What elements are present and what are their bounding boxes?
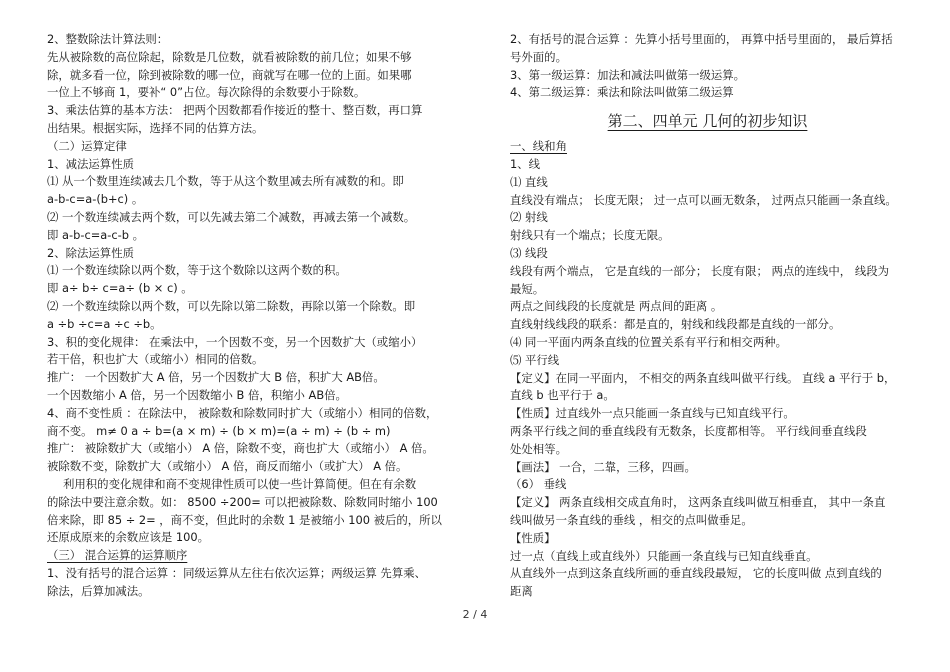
left-text-line: ⑵ 一个数连续减去两个数，可以先减去第二个减数，再减去第一个减数。 [47, 209, 416, 224]
left-text-line: ⑴ 从一个数里连续减去几个数，等于从这个数里减去所有减数的和。即 [47, 174, 404, 189]
left-text-line: 被除数不变，除数扩大（或缩小） A 倍，商反而缩小（或扩大） A 倍。 [47, 459, 408, 474]
left-text-line: 出结果。根据实际，选择不同的估算方法。 [47, 120, 264, 135]
left-text-line: 一个因数缩小 A 倍，另一个因数缩小 B 倍，积缩小 AB倍。 [47, 387, 347, 402]
right-column [510, 31, 905, 601]
right-text-line: 【性质】 [510, 530, 556, 545]
chapter-heading [510, 106, 905, 136]
left-text-line: 1、减法运算性质 [47, 156, 134, 171]
right-text-line: 直线没有端点； 长度无限； 过一点可以画无数条， 过两点只能画一条直线。 [510, 192, 897, 207]
right-text-line: 射线只有一个端点；长度无限。 [510, 228, 670, 243]
right-text-line: 直线射线线段的联系：都是直的，射线和线段都是直线的一部分。 [510, 317, 841, 332]
right-text-line: ⑵ 射线 [510, 210, 548, 225]
left-text-line: 2、整数除法计算法则： [47, 32, 169, 46]
right-text-line: 1、线 [510, 156, 541, 171]
right-top-text-line: 号外面的。 [510, 49, 567, 64]
section-title: 一、线和角 [510, 139, 567, 154]
right-body-block [510, 156, 905, 601]
right-text-line: 距离 [510, 584, 533, 599]
left-text-line: 即 a÷ b÷ c=a÷ (b × c) 。 [47, 281, 193, 296]
right-text-line: （6） 垂线 [510, 477, 567, 492]
left-text-line: 还原成原来的余数应该是 100。 [47, 530, 210, 545]
right-text-line: 两条平行线之间的垂直线段有无数条，长度都相等。 平行线间垂直线段 [510, 423, 867, 438]
left-text-line: 除，就多看一位，除到被除数的哪一位，商就写在哪一位的上面。如果哪 [47, 67, 412, 82]
left-text-line: 即 a-b-c=a-c-b 。 [47, 227, 144, 242]
left-column [47, 31, 459, 601]
left-text-line: 若干倍，积也扩大（或缩小）相同的倍数。 [47, 352, 264, 367]
left-text-line: 3、积的变化规律： 在乘法中，一个因数不变，另一个因数扩大（或缩小） [47, 334, 423, 349]
right-text-line: 过一点（直线上或直线外）只能画一条直线与已知直线垂直。 [510, 548, 818, 563]
left-text-line: 一位上不够商 1，要补“ 0”占位。每次除得的余数要小于除数。 [47, 85, 366, 100]
right-text-line: 线段有两个端点， 它是直线的一部分； 长度有限； 两点的连线中， 线段为 [510, 263, 889, 278]
right-text-line: 最短。 [510, 281, 545, 296]
left-text-line: （三） 混合运算的运算顺序 [47, 548, 188, 563]
left-text-line: 除法，后算加减法。 [47, 583, 150, 598]
right-text-line: 两点之间线段的长度就是 两点间的距离 。 [510, 299, 723, 314]
left-text-line: 3、乘法估算的基本方法： 把两个因数都看作接近的整十、整百数，再口算 [47, 103, 423, 118]
left-text-line: 先从被除数的高位除起，除数是几位数，就看被除数的前几位；如果不够 [47, 49, 412, 64]
right-text-line: ⑴ 直线 [510, 174, 548, 189]
chapter-heading-text: 第二、四单元 几何的初步知识 [607, 112, 808, 131]
right-text-line: ⑶ 线段 [510, 245, 548, 260]
left-text-line: ⑵ 一个数连续除以两个数，可以先除以第二除数，再除以第一个除数。即 [47, 298, 416, 313]
right-text-line: 线叫做另一条直线的垂线 ，相交的点叫做垂足。 [510, 512, 753, 527]
right-top-block [510, 31, 905, 102]
right-text-line: ⑷ 同一平面内两条直线的位置关系有平行和相交两种。 [510, 334, 787, 349]
right-text-line: ⑸ 平行线 [510, 352, 560, 367]
left-text-line: 4、商不变性质 ：在除法中， 被除数和除数同时扩大（或缩小）相同的倍数， [47, 405, 438, 420]
right-text-line: 【画法】 一合，二靠，三移，四画。 [510, 459, 696, 474]
left-text-line: 倍来除，即 85 ÷ 2= ，商不变，但此时的余数 1 是被缩小 100 被后的，所以 [47, 512, 442, 527]
left-text-line: （二）运算定律 [47, 138, 127, 153]
right-text-line: 从直线外一点到这条直线所画的垂直线段最短， 它的长度叫做 点到直线的 [510, 566, 882, 581]
left-text-line: a-b-c=a-(b+c) 。 [47, 192, 144, 207]
right-text-line: 处处相等。 [510, 441, 567, 456]
right-top-text-line: 3、第一级运算：加法和减法叫做第一级运算。 [510, 67, 746, 82]
left-text-line: 利用积的变化规律和商不变规律性质可以使一些计算简便。但在有余数 [63, 476, 417, 491]
right-top-text-line: 2、有括号的混合运算 ：先算小括号里面的， 再算中括号里面的， 最后算括 [510, 32, 893, 46]
left-text-line: 1、没有括号的混合运算 ：同级运算从左往右依次运算；两级运算 先算乘、 [47, 565, 426, 580]
page-indicator: 2 / 4 [462, 608, 488, 621]
right-text-line: 【定义】 两条直线相交成直角时， 这两条直线叫做互相垂直， 其中一条直 [510, 495, 886, 510]
left-text-line: ⑴ 一个数连续除以两个数，等于这个数除以这两个数的积。 [47, 263, 347, 278]
right-top-text-line: 4、第二级运算：乘法和除法叫做第二级运算 [510, 85, 734, 100]
left-text-line: a ÷b ÷c=a ÷c ÷b。 [47, 316, 162, 331]
right-text-line: 直线 b 也平行于 a。 [510, 388, 615, 403]
left-text-line: 商不变。 m≠ 0 a ÷ b=(a × m) ÷ (b × m)=(a ÷ m) ÷ (b ÷ m) [47, 423, 391, 438]
left-text-line: 推广： 一个因数扩大 A 倍，另一个因数扩大 B 倍，积扩大 AB倍。 [47, 370, 385, 385]
left-text-line: 的除法中要注意余数。如： 8500 ÷200= 可以把被除数、除数同时缩小 100 [47, 494, 438, 509]
right-text-line: 【定义】在同一平面内， 不相交的两条直线叫做平行线。 直线 a 平行于 b， [510, 370, 896, 385]
left-text-line: 推广： 被除数扩大（或缩小） A 倍，除数不变，商也扩大（或缩小） A 倍。 [47, 441, 434, 456]
right-text-line: 【性质】过直线外一点只能画一条直线与已知直线平行。 [510, 406, 795, 421]
left-text-line: 2、除法运算性质 [47, 245, 134, 260]
